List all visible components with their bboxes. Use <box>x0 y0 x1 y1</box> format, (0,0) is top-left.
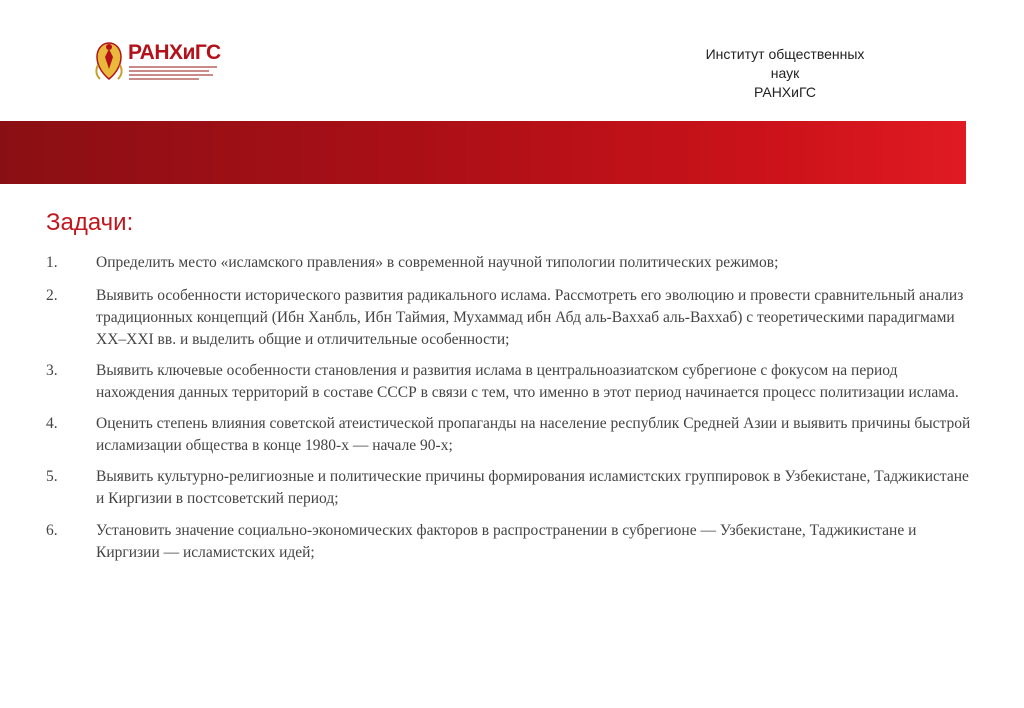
institute-name <box>700 45 870 102</box>
task-text: Определить место «исламского правления» в современной научной типологии политических режимов; <box>96 254 779 271</box>
task-item <box>46 285 976 351</box>
task-item <box>46 520 976 564</box>
task-number: 5. <box>46 468 58 485</box>
task-item <box>46 413 976 457</box>
institute-line-1: Институт общественных наук <box>705 46 865 81</box>
task-number: 4. <box>46 415 58 432</box>
task-item <box>46 360 976 404</box>
task-item <box>46 252 976 274</box>
header-banner <box>0 121 966 184</box>
logo-text: РАНХиГС <box>128 41 221 64</box>
logo-fine-print <box>129 66 219 82</box>
task-text: Оценить степень влияния советской атеистической пропаганды на население республик Средней Азии и выявить причины быстрой исламизации общества в конце 1980-х — начале 90-х; <box>96 415 971 454</box>
task-text: Выявить особенности исторического развития радикального ислама. Рассмотреть его эволюцию и провести сравнительный анализ традиционных концепций (Ибн Ханбль, Ибн Таймия, Мухаммад ибн Абд аль-Ваххаб аль-Ваххаб) с теоретическими парадигмами XX–XXI вв. и выделить общие и отличительные особенности; <box>96 287 964 348</box>
task-number: 2. <box>46 287 58 304</box>
ranepa-logo <box>92 39 222 84</box>
institute-line-2: РАНХиГС <box>753 84 817 100</box>
emblem-icon <box>92 39 126 83</box>
task-list <box>46 252 976 564</box>
task-text: Установить значение социально-экономических факторов в распространении в субрегионе — Узбекистане, Таджикистане и Киргизии — исламистских идей; <box>96 522 917 561</box>
task-number: 1. <box>46 254 58 271</box>
task-number: 6. <box>46 522 58 539</box>
task-text: Выявить культурно-религиозные и политические причины формирования исламистских группировок в Узбекистане, Таджикистане и Киргизии в постсоветский период; <box>96 468 969 507</box>
task-text: Выявить ключевые особенности становления и развития ислама в центральноазиатском субрегионе с фокусом на период нахождения данных территорий в составе СССР в связи с тем, что именно в этот период начинается процесс политизации ислама. <box>96 362 959 401</box>
task-number: 3. <box>46 362 58 379</box>
section-title: Задачи: <box>46 209 134 236</box>
task-item <box>46 466 976 510</box>
